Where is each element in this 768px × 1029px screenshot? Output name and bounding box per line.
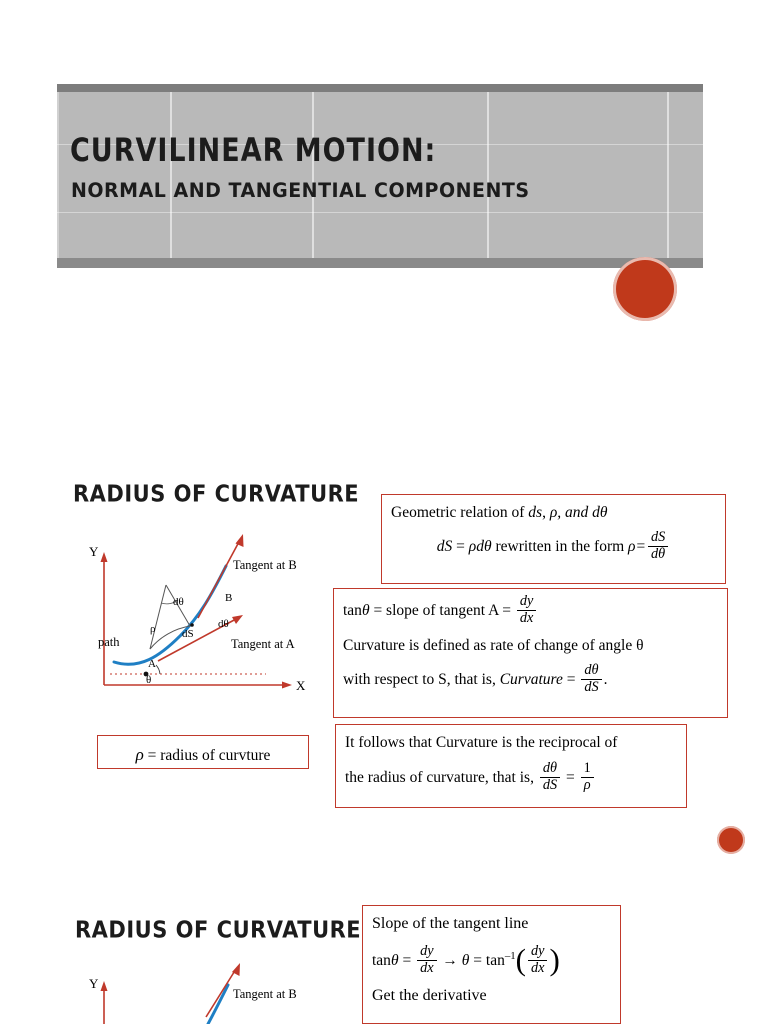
text-eq: = bbox=[562, 769, 579, 787]
diagram-label-ds: dS bbox=[182, 628, 194, 640]
box-curvature-reciprocal bbox=[335, 724, 687, 808]
text-geo-mid: rewritten in the form bbox=[491, 538, 629, 556]
fraction-denominator: dx bbox=[528, 960, 547, 977]
text-rho-definition: = radius of curvture bbox=[143, 747, 271, 764]
box-slope-line-1: Slope of the tangent line bbox=[372, 915, 529, 932]
diagram-label-rho: ρ bbox=[150, 623, 156, 635]
diagram-label-dtheta-center: dθ bbox=[173, 596, 184, 608]
text-geo-comma: , bbox=[542, 504, 550, 521]
paren-close: ) bbox=[549, 942, 560, 978]
box-slope-line-3: Get the derivative bbox=[372, 986, 487, 1004]
text-geo-and: , and bbox=[557, 504, 593, 521]
fraction-denominator: dx bbox=[417, 960, 436, 977]
section-heading-radius-of-curvature: RADIUS OF CURVATURE bbox=[73, 481, 360, 507]
text-geo-dS: dS bbox=[436, 538, 453, 556]
fraction-denominator: dS bbox=[540, 777, 560, 794]
text-theta: θ bbox=[361, 602, 370, 620]
diagram-label-theta: θ bbox=[146, 674, 152, 686]
text-tan: tan bbox=[343, 602, 362, 620]
text-with-respect: with respect to S, that is, bbox=[343, 670, 500, 688]
fraction-dtheta-dS bbox=[540, 761, 560, 794]
banner-vertical-line bbox=[667, 92, 669, 258]
text-rho-symbol: ρ bbox=[135, 745, 144, 764]
text-geo-ds: ds bbox=[528, 504, 543, 521]
box-geometric-line-2 bbox=[391, 531, 716, 564]
banner-top-bar bbox=[57, 84, 703, 92]
box-tangent-line-1 bbox=[343, 595, 718, 628]
box-geometric-relation bbox=[381, 494, 726, 584]
fraction-dy-dx bbox=[417, 944, 436, 977]
fraction-1-rho bbox=[581, 761, 594, 794]
box-rho-definition bbox=[97, 735, 309, 769]
radius-of-curvature-diagram bbox=[88, 528, 328, 718]
fraction-denominator: dθ bbox=[648, 546, 668, 563]
text-theta: θ bbox=[390, 951, 399, 969]
text-eq: = bbox=[398, 951, 416, 969]
text-period: . bbox=[603, 670, 608, 688]
fraction-denominator: dS bbox=[581, 679, 601, 696]
fraction-numerator: dy bbox=[519, 593, 534, 609]
fraction-numerator: 1 bbox=[583, 760, 591, 777]
box-tangent-line-2: Curvature is defined as rate of change of angle θ bbox=[343, 636, 644, 654]
page-title: CURVILINEAR MOTION: bbox=[70, 132, 437, 170]
diagram-label-path: path bbox=[98, 635, 120, 649]
diagram-2-label-tangent-b: Tangent at B bbox=[233, 987, 297, 1001]
fraction-dy-dx-2 bbox=[528, 944, 547, 977]
diagram-label-tangent-b: Tangent at B bbox=[233, 558, 297, 572]
text-slope-of-tangent: = slope of tangent A = bbox=[369, 602, 515, 620]
box-follows-line-2 bbox=[345, 762, 677, 795]
text-curvature-italic: Curvature bbox=[499, 670, 563, 688]
text-geo-eq: = bbox=[452, 538, 469, 556]
box-tangent-line-3 bbox=[343, 661, 718, 697]
text-geo-rhodtheta: ρdθ bbox=[468, 538, 492, 556]
text-tan: tan bbox=[372, 951, 391, 969]
fraction-numerator: dy bbox=[531, 942, 545, 959]
banner-vertical-line bbox=[170, 92, 172, 258]
title-banner bbox=[57, 84, 703, 268]
banner-vertical-line bbox=[312, 92, 314, 258]
box-slope-line-2 bbox=[372, 942, 611, 978]
box-tangent-curvature bbox=[333, 588, 728, 718]
text-arrow: → bbox=[438, 951, 462, 969]
page-subtitle: NORMAL AND TANGENTIAL COMPONENTS bbox=[71, 179, 530, 203]
decorative-circle-icon bbox=[717, 826, 745, 854]
diagram-2-axis-label-y: Y bbox=[89, 976, 99, 991]
diagram-label-point-b: B bbox=[225, 592, 233, 604]
diagram-svg bbox=[88, 528, 328, 718]
text-geo-dtheta: dθ bbox=[592, 504, 608, 521]
fraction-dtheta-dS bbox=[581, 663, 601, 696]
fraction-numerator: dθ bbox=[542, 760, 558, 777]
box-geometric-line-1 bbox=[391, 501, 716, 525]
text-arctan: = tan bbox=[469, 951, 505, 969]
fraction-dS-dtheta bbox=[648, 530, 668, 563]
diagram-label-tangent-a: Tangent at A bbox=[231, 637, 295, 651]
section-heading-radius-of-curvature-2: RADIUS OF CURVATURE bbox=[75, 917, 362, 943]
text-geo-rho-eq: ρ= bbox=[628, 538, 646, 556]
fraction-numerator: dy bbox=[420, 942, 434, 959]
diagram-axis-label-y: Y bbox=[89, 544, 99, 559]
banner-vertical-line bbox=[487, 92, 489, 258]
text-superscript: –1 bbox=[504, 949, 516, 962]
fraction-denominator: dx bbox=[517, 610, 536, 627]
banner-horizontal-line bbox=[57, 212, 703, 213]
box-slope-of-tangent-line bbox=[362, 905, 621, 1024]
banner-bottom-bar bbox=[57, 258, 703, 268]
radius-of-curvature-diagram-2 bbox=[88, 955, 328, 1024]
text-geo-pre: Geometric relation of bbox=[391, 504, 529, 521]
fraction-dy-dx bbox=[517, 594, 536, 627]
text-eq: = bbox=[562, 670, 580, 688]
diagram-label-point-a: A bbox=[148, 658, 156, 670]
fraction-denominator: ρ bbox=[581, 777, 594, 794]
fraction-numerator: dS bbox=[650, 529, 666, 546]
fraction-numerator: dθ bbox=[584, 661, 599, 678]
box-follows-line-1: It follows that Curvature is the reciprocal of bbox=[345, 734, 618, 751]
text-theta-2: θ bbox=[461, 951, 470, 969]
text-radius-of-curvature: the radius of curvature, that is, bbox=[345, 769, 538, 787]
decorative-circle-icon bbox=[613, 257, 677, 321]
paren-open: ( bbox=[515, 942, 526, 978]
diagram-axis-label-x: X bbox=[296, 678, 306, 693]
text-geo-rho: ρ bbox=[549, 504, 558, 521]
diagram-label-dtheta-tangent: dθ bbox=[218, 618, 229, 630]
